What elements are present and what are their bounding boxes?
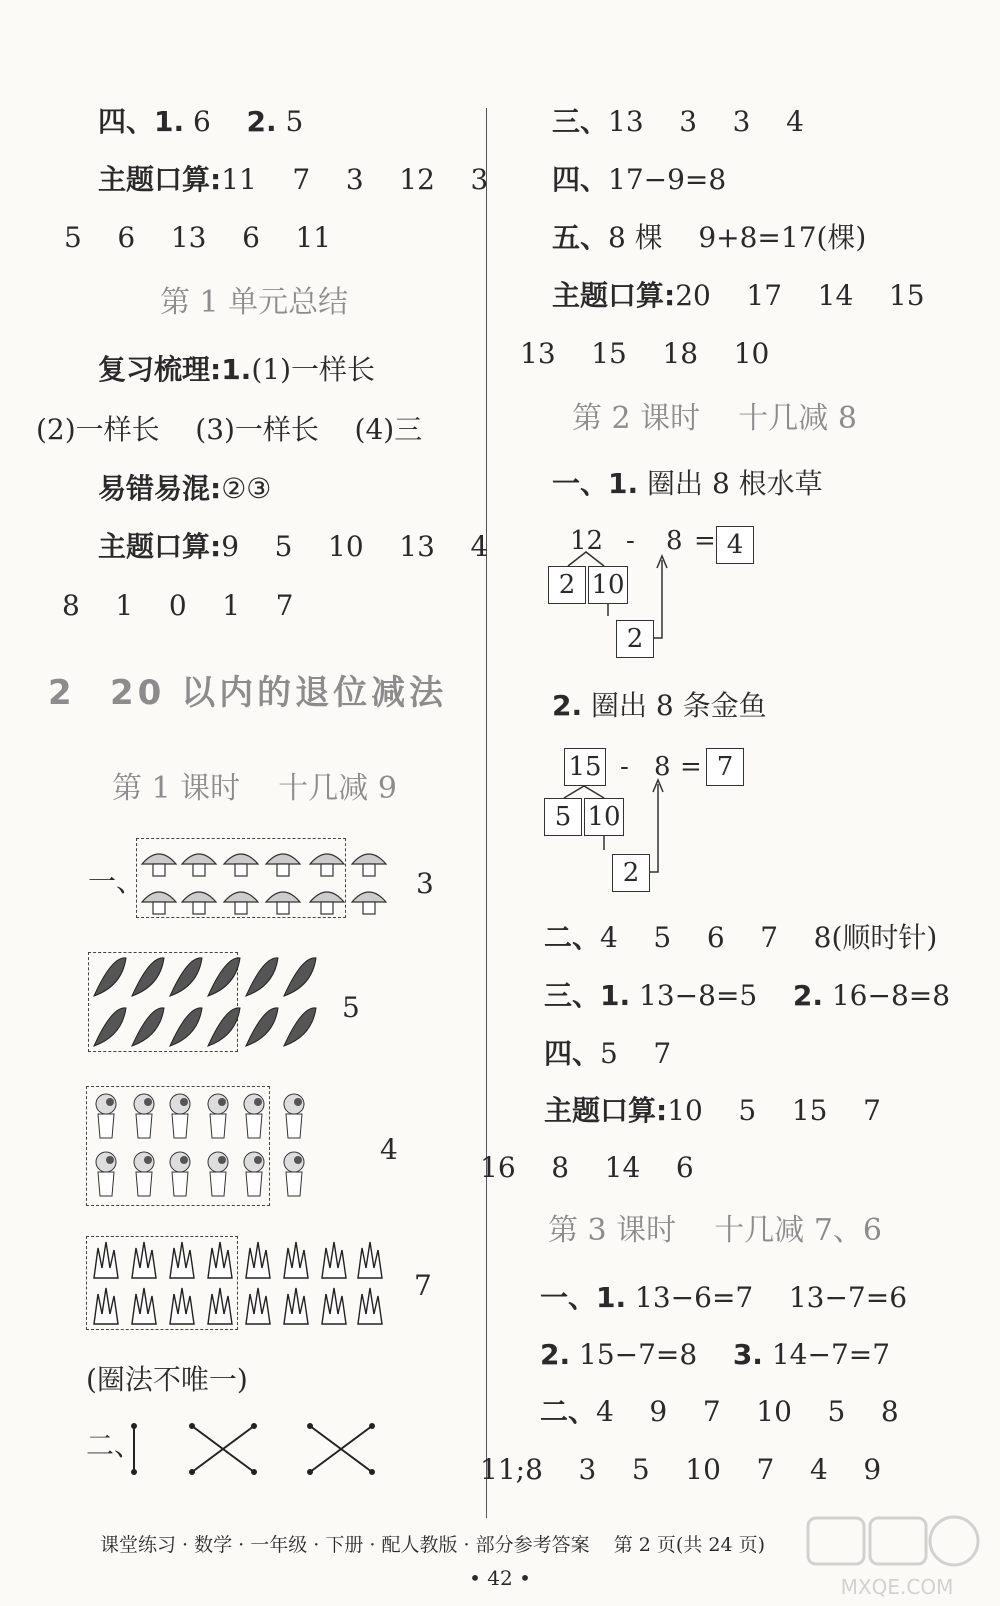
circle-note: (圈法不唯一) xyxy=(86,1363,248,1396)
oral-calc-2-line2: 8 1 0 1 7 xyxy=(62,589,294,622)
right-oral-calc-line2: 13 15 18 10 xyxy=(520,337,770,370)
d2-op: - xyxy=(620,752,629,782)
d1-op: - xyxy=(626,526,635,556)
d2-left-box: 15 xyxy=(564,748,606,786)
lesson3-section-2: 二、4 9 7 10 5 8 xyxy=(540,1395,899,1428)
d1-sub: 8 xyxy=(666,526,683,556)
d2-step-box: 2 xyxy=(612,854,650,892)
right-section-5: 五、8 棵 9+8=17(棵) xyxy=(552,221,867,254)
d1-left: 12 xyxy=(570,526,604,556)
watermark-text: MXQE.COM xyxy=(840,1575,954,1599)
lesson-1-title: 第 1 课时 十几减 9 xyxy=(112,771,397,806)
d2-result-box: 7 xyxy=(706,748,744,786)
d2-split-a: 5 xyxy=(544,798,582,836)
lesson2-oral-calc-line2: 16 8 14 6 xyxy=(480,1151,694,1184)
chapter-title: 20 以内的退位减法 xyxy=(110,673,448,713)
lesson2-section-3: 三、1. 13−8=5 2. 16−8=8 xyxy=(544,979,951,1012)
d1-split-a: 2 xyxy=(548,566,586,604)
d1-step-box: 2 xyxy=(616,620,654,658)
lesson2-oral-calc: 主题口算:10 5 15 7 xyxy=(544,1094,881,1127)
lesson2-q1-1: 一、1. 圈出 8 根水草 xyxy=(552,467,823,500)
lesson-3-title: 第 3 课时 十几减 7、6 xyxy=(548,1213,883,1248)
q2-prefix: 二、 xyxy=(86,1429,143,1462)
right-section-4: 四、17−9=8 xyxy=(552,163,727,196)
unit-summary-title: 第 1 单元总结 xyxy=(160,285,349,320)
d2-sub: 8 xyxy=(654,752,671,782)
review-line2: (2)一样长 (3)一样长 (4)三 xyxy=(36,413,423,446)
q1-answer-2: 5 xyxy=(342,991,360,1024)
watermark-logo xyxy=(802,1512,992,1602)
lesson2-section-2: 二、4 5 6 7 8(顺时针) xyxy=(544,921,938,954)
page-footer: 课堂练习 · 数学 · 一年级 · 下册 · 配人教版 · 部分参考答案 第 2 页(共 24 页) xyxy=(100,1534,766,1556)
review-line1: 复习梳理:1.(1)一样长 xyxy=(98,353,375,386)
lesson3-q1: 一、1. 13−6=7 13−7=6 xyxy=(540,1281,908,1314)
oral-calc-1: 主题口算:11 7 3 12 3 xyxy=(98,163,489,196)
mistakes-line: 易错易混:②③ xyxy=(98,472,272,505)
d1-split-b: 10 xyxy=(588,566,628,604)
q1-answer-1: 3 xyxy=(416,867,434,900)
left-section-4: 四、1. 6 2. 5 xyxy=(98,105,304,138)
lesson2-section-4: 四、5 7 xyxy=(544,1037,672,1070)
d1-eq: = xyxy=(694,526,716,556)
q1-prefix: 一、 xyxy=(88,865,145,898)
right-oral-calc: 主题口算:20 17 14 15 xyxy=(552,279,925,312)
page-number: • 42 • xyxy=(469,1566,531,1590)
oral-calc-2: 主题口算:9 5 10 13 4 xyxy=(98,530,489,563)
d1-result-box: 4 xyxy=(716,526,754,564)
lesson2-q1-2: 2. 圈出 8 条金鱼 xyxy=(552,689,767,722)
d2-split-b: 10 xyxy=(584,798,624,836)
lesson3-q2: 2. 15−7=8 3. 14−7=7 xyxy=(540,1338,891,1371)
lesson-2-title: 第 2 课时 十几减 8 xyxy=(572,401,857,436)
chapter-number: 2 xyxy=(48,673,72,713)
lesson3-section-2-line2: 11;8 3 5 10 7 4 9 xyxy=(480,1453,882,1486)
right-section-3: 三、13 3 3 4 xyxy=(552,105,804,138)
oral-calc-1-line2: 5 6 13 6 11 xyxy=(64,221,332,254)
q1-answer-3: 4 xyxy=(380,1133,398,1166)
q1-answer-4: 7 xyxy=(414,1269,432,1302)
d2-eq: = xyxy=(680,752,702,782)
